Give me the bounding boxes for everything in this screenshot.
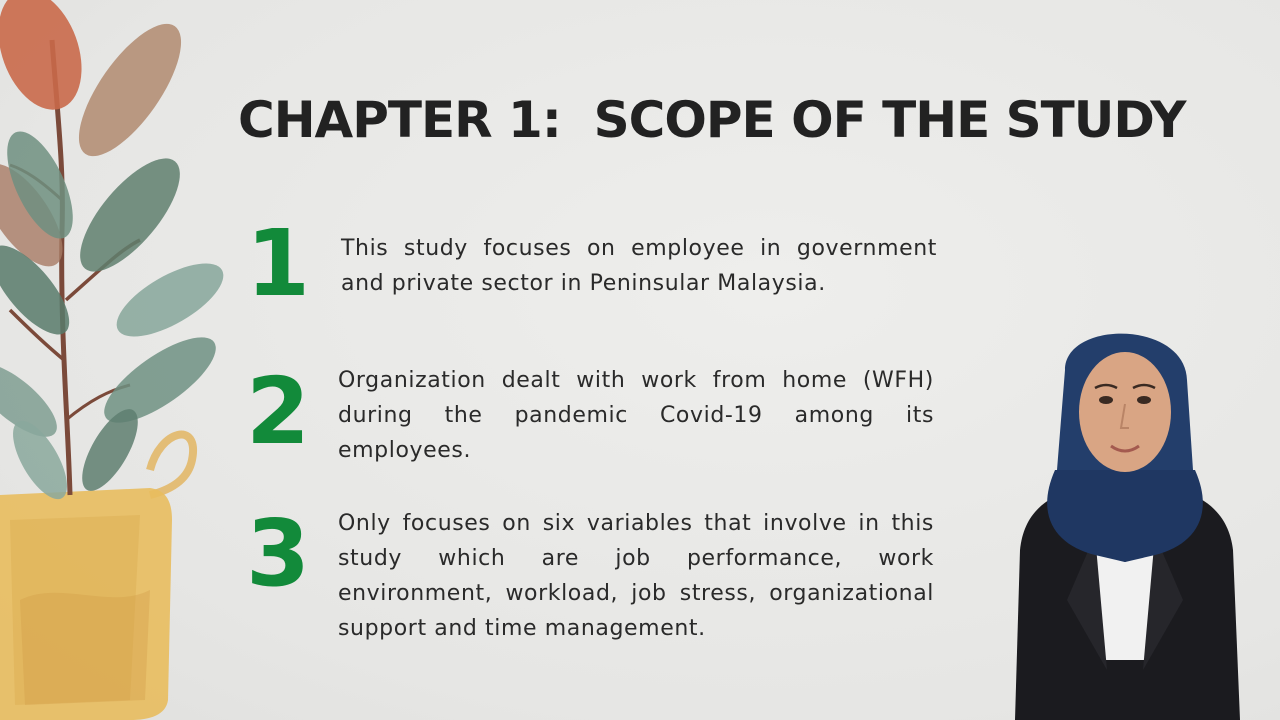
- slide-title: CHAPTER 1: SCOPE OF THE STUDY: [238, 91, 1186, 149]
- item-text-2: Organization dealt with work from home (WFH) during the pandemic Covid-19 among its employees.: [338, 368, 934, 463]
- item-number-1: 1: [245, 210, 310, 317]
- item-text-3: Only focuses on six variables that involve in this study which are job performance, work environment, workload, job stress, organizational support and time management.: [338, 511, 934, 641]
- item-number-2: 2: [245, 358, 310, 465]
- item-number-3: 3: [245, 500, 310, 607]
- presenter-video-overlay: [995, 300, 1255, 720]
- potted-plant-illustration: [0, 0, 240, 720]
- item-text-1: This study focuses on employee in government and private sector in Peninsular Malaysia.: [341, 236, 937, 296]
